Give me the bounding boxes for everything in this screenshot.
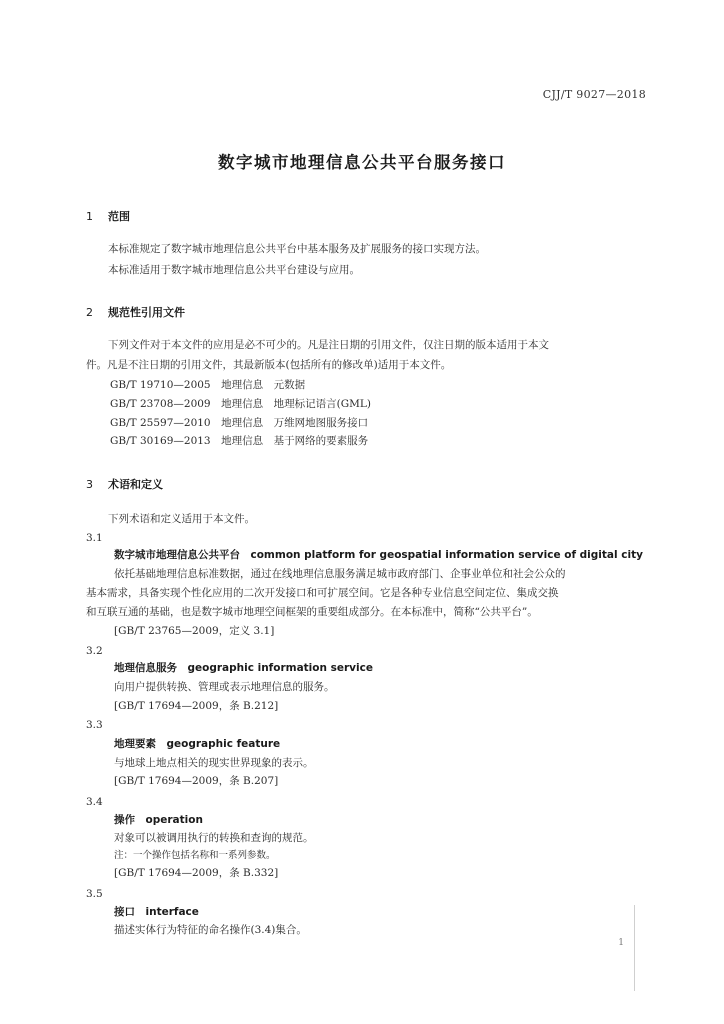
section-title: 术语和定义 [108,478,163,491]
term-number: 3.5 [86,888,103,900]
term-definition-line: 向用户提供转换、管理或表示地理信息的服务。 [114,681,335,693]
term-definition-line: 依托基础地理信息标准数据，通过在线地理信息服务满足城市政府部门、企事业单位和社会公众的 [114,568,566,580]
term-number: 3.4 [86,796,103,808]
section-1-heading [86,208,130,224]
section-title: 范围 [108,210,130,223]
section-number: 2 [86,306,93,319]
reference-item: GB/T 23708—2009 地理信息 地理标记语言(GML) [110,398,371,410]
term-number: 3.3 [86,719,103,731]
term-definition-line: 对象可以被调用执行的转换和查询的规范。 [114,832,314,844]
term-number: 3.1 [86,532,103,544]
term-definition-line: 与地球上地点相关的现实世界现象的表示。 [114,757,314,769]
term-title: 地理要素 geographic feature [114,738,281,750]
document-title: 数字城市地理信息公共平台服务接口 [218,153,506,172]
term-title: 地理信息服务 geographic information service [114,662,373,674]
reference-item: GB/T 30169—2013 地理信息 基于网络的要素服务 [110,435,369,447]
terms-intro: 下列术语和定义适用于本文件。 [108,513,255,525]
section-title: 规范性引用文件 [108,306,185,319]
page-number: 1 [618,938,624,948]
term-source: [GB/T 17694—2009，条 B.212] [114,700,279,712]
term-source: [GB/T 17694—2009，条 B.207] [114,775,279,787]
term-title: 操作 operation [114,814,203,826]
reference-item: GB/T 25597—2010 地理信息 万维网地图服务接口 [110,417,369,429]
section-2-heading [86,304,185,320]
section-3-heading [86,476,163,492]
scope-line: 本标准规定了数字城市地理信息公共平台中基本服务及扩展服务的接口实现方法。 [108,243,486,255]
standard-code: CJJ/T 9027—2018 [542,88,646,101]
normative-paragraph-line: 下列文件对于本文件的应用是必不可少的。凡是注日期的引用文件，仅注日期的版本适用于本文 [108,339,549,351]
reference-item: GB/T 19710—2005 地理信息 元数据 [110,379,306,391]
section-number: 3 [86,478,93,491]
term-definition-line: 和互联互通的基础，也是数字城市地理空间框架的重要组成部分。在本标准中，简称“公共平台”。 [86,606,538,618]
term-definition-line: 描述实体行为特征的命名操作(3.4)集合。 [114,924,307,936]
term-title: 接口 interface [114,906,199,918]
scope-line: 本标准适用于数字城市地理信息公共平台建设与应用。 [108,264,360,276]
term-source: [GB/T 17694—2009，条 B.332] [114,867,279,879]
term-note: 注：一个操作包括名称和一系列参数。 [114,850,276,861]
section-number: 1 [86,210,93,223]
term-number: 3.2 [86,645,103,657]
term-source: [GB/T 23765—2009，定义 3.1] [114,625,275,637]
normative-paragraph-line: 件。凡是不注日期的引用文件，其最新版本(包括所有的修改单)适用于本文件。 [86,359,452,371]
term-definition-line: 基本需求，具备实现个性化应用的二次开发接口和可扩展空间。它是各种专业信息空间定位、集成交换 [86,587,559,599]
term-title: 数字城市地理信息公共平台 common platform for geospatial information service of digital city [114,549,643,561]
margin-rule [634,905,635,991]
